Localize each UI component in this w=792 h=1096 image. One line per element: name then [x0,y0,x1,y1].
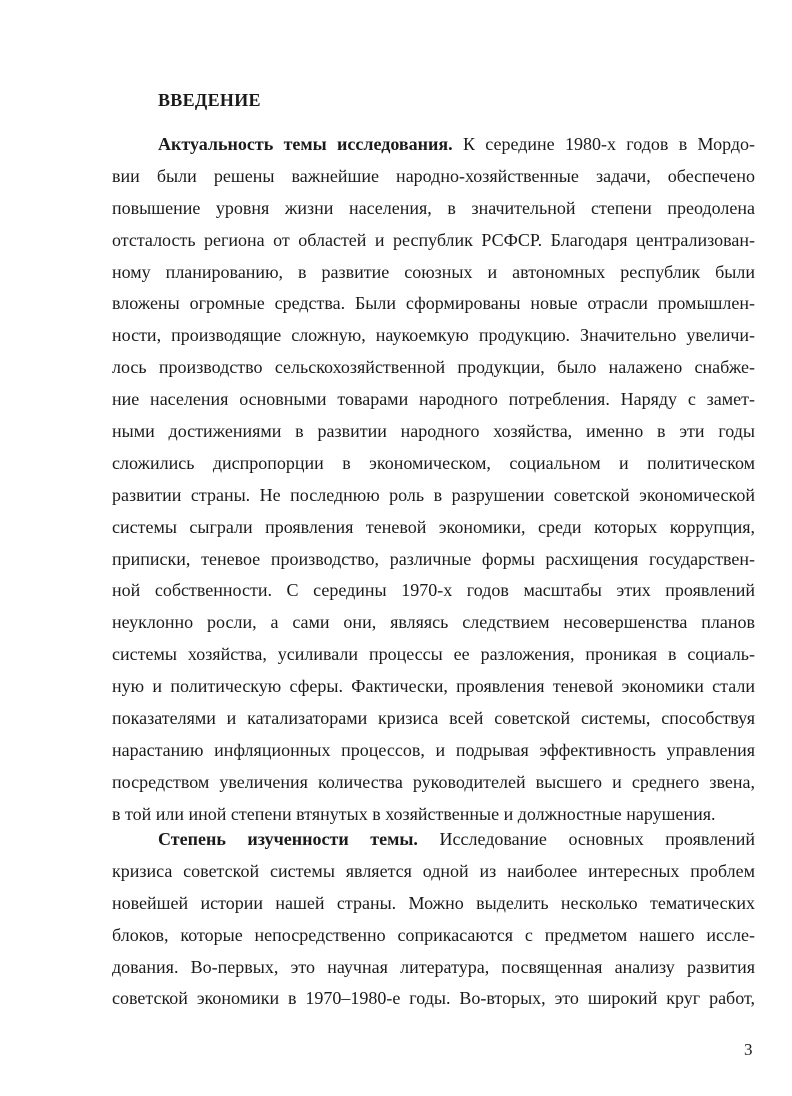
paragraph-relevance [112,129,755,831]
paragraph-line: посредством увеличения количества руководителей высшего и среднего звена, [112,771,755,792]
paragraph-line: советской экономики в 1970–1980-е годы. Во-вторых, это широкий круг работ, [112,988,755,1009]
paragraph-line: блоков, которые непосредственно соприкасаются с предметом нашего иссле- [112,924,755,945]
paragraph-lead: Актуальность темы исследования. [158,134,453,154]
paragraph-line: отсталость региона от областей и республик РСФСР. Благодаря централизован- [112,229,755,250]
paragraph-line: системы хозяйства, усиливали процессы ее разложения, проникая в социаль- [112,644,755,665]
paragraph-line: развитии страны. Не последнюю роль в разрушении советской экономической [112,484,755,505]
paragraph-line [112,129,755,161]
paragraph-line: сложились диспропорции в экономическом, социальном и политическом [112,452,755,473]
paragraph-line: нарастанию инфляционных процессов, и подрывая эффективность управления [112,739,755,760]
paragraph-line: показателями и катализаторами кризиса всей советской системы, способствуя [112,708,755,729]
paragraph-text: К середине 1980-х годов в Мордо- [452,134,755,154]
paragraph-line: ной собственности. С середины 1970-х годов масштабы этих проявлений [112,580,755,601]
paragraph-line: неуклонно росли, а сами они, являясь следствием несовершенства планов [112,612,755,633]
page-heading: ВВЕДЕНИЕ [158,90,261,110]
paragraph-lead: Степень изученности темы. [158,829,418,849]
paragraph-line: ние населения основными товарами народного потребления. Наряду с замет- [112,389,755,410]
paragraph-line: вложены огромные средства. Были сформированы новые отрасли промышлен- [112,293,755,314]
paragraph-line: приписки, теневое производство, различные формы расхищения государствен- [112,548,755,569]
paragraph-line: вии были решены важнейшие народно-хозяйственные задачи, обеспечено [112,165,755,186]
paragraph-line: ному планированию, в развитие союзных и автономных республик были [112,261,755,282]
paragraph-line: в той или иной степени втянутых в хозяйственные и должностные нарушения. [112,803,716,824]
paragraph-line: ную и политическую сферы. Фактически, проявления теневой экономики стали [112,676,755,697]
paragraph-research-degree [112,824,755,1015]
paragraph-line: дования. Во-первых, это научная литература, посвященная анализу развития [112,956,755,977]
paragraph-line: ными достижениями в развитии народного хозяйства, именно в эти годы [112,421,755,442]
paragraph-line: ности, производящие сложную, наукоемкую продукцию. Значительно увеличи- [112,325,755,346]
paragraph-line: лось производство сельскохозяйственной продукции, было налажено снабже- [112,357,755,378]
paragraph-text: Исследование основных проявлений [417,829,755,849]
page-number: 3 [744,1040,753,1059]
paragraph-line: новейшей истории нашей страны. Можно выделить несколько тематических [112,892,755,913]
paragraph-line: кризиса советской системы является одной из наиболее интересных проблем [112,860,755,881]
paragraph-line: повышение уровня жизни населения, в значительной степени преодолена [112,197,755,218]
paragraph-line [112,824,755,856]
paragraph-line: системы сыграли проявления теневой экономики, среди которых коррупция, [112,516,755,537]
